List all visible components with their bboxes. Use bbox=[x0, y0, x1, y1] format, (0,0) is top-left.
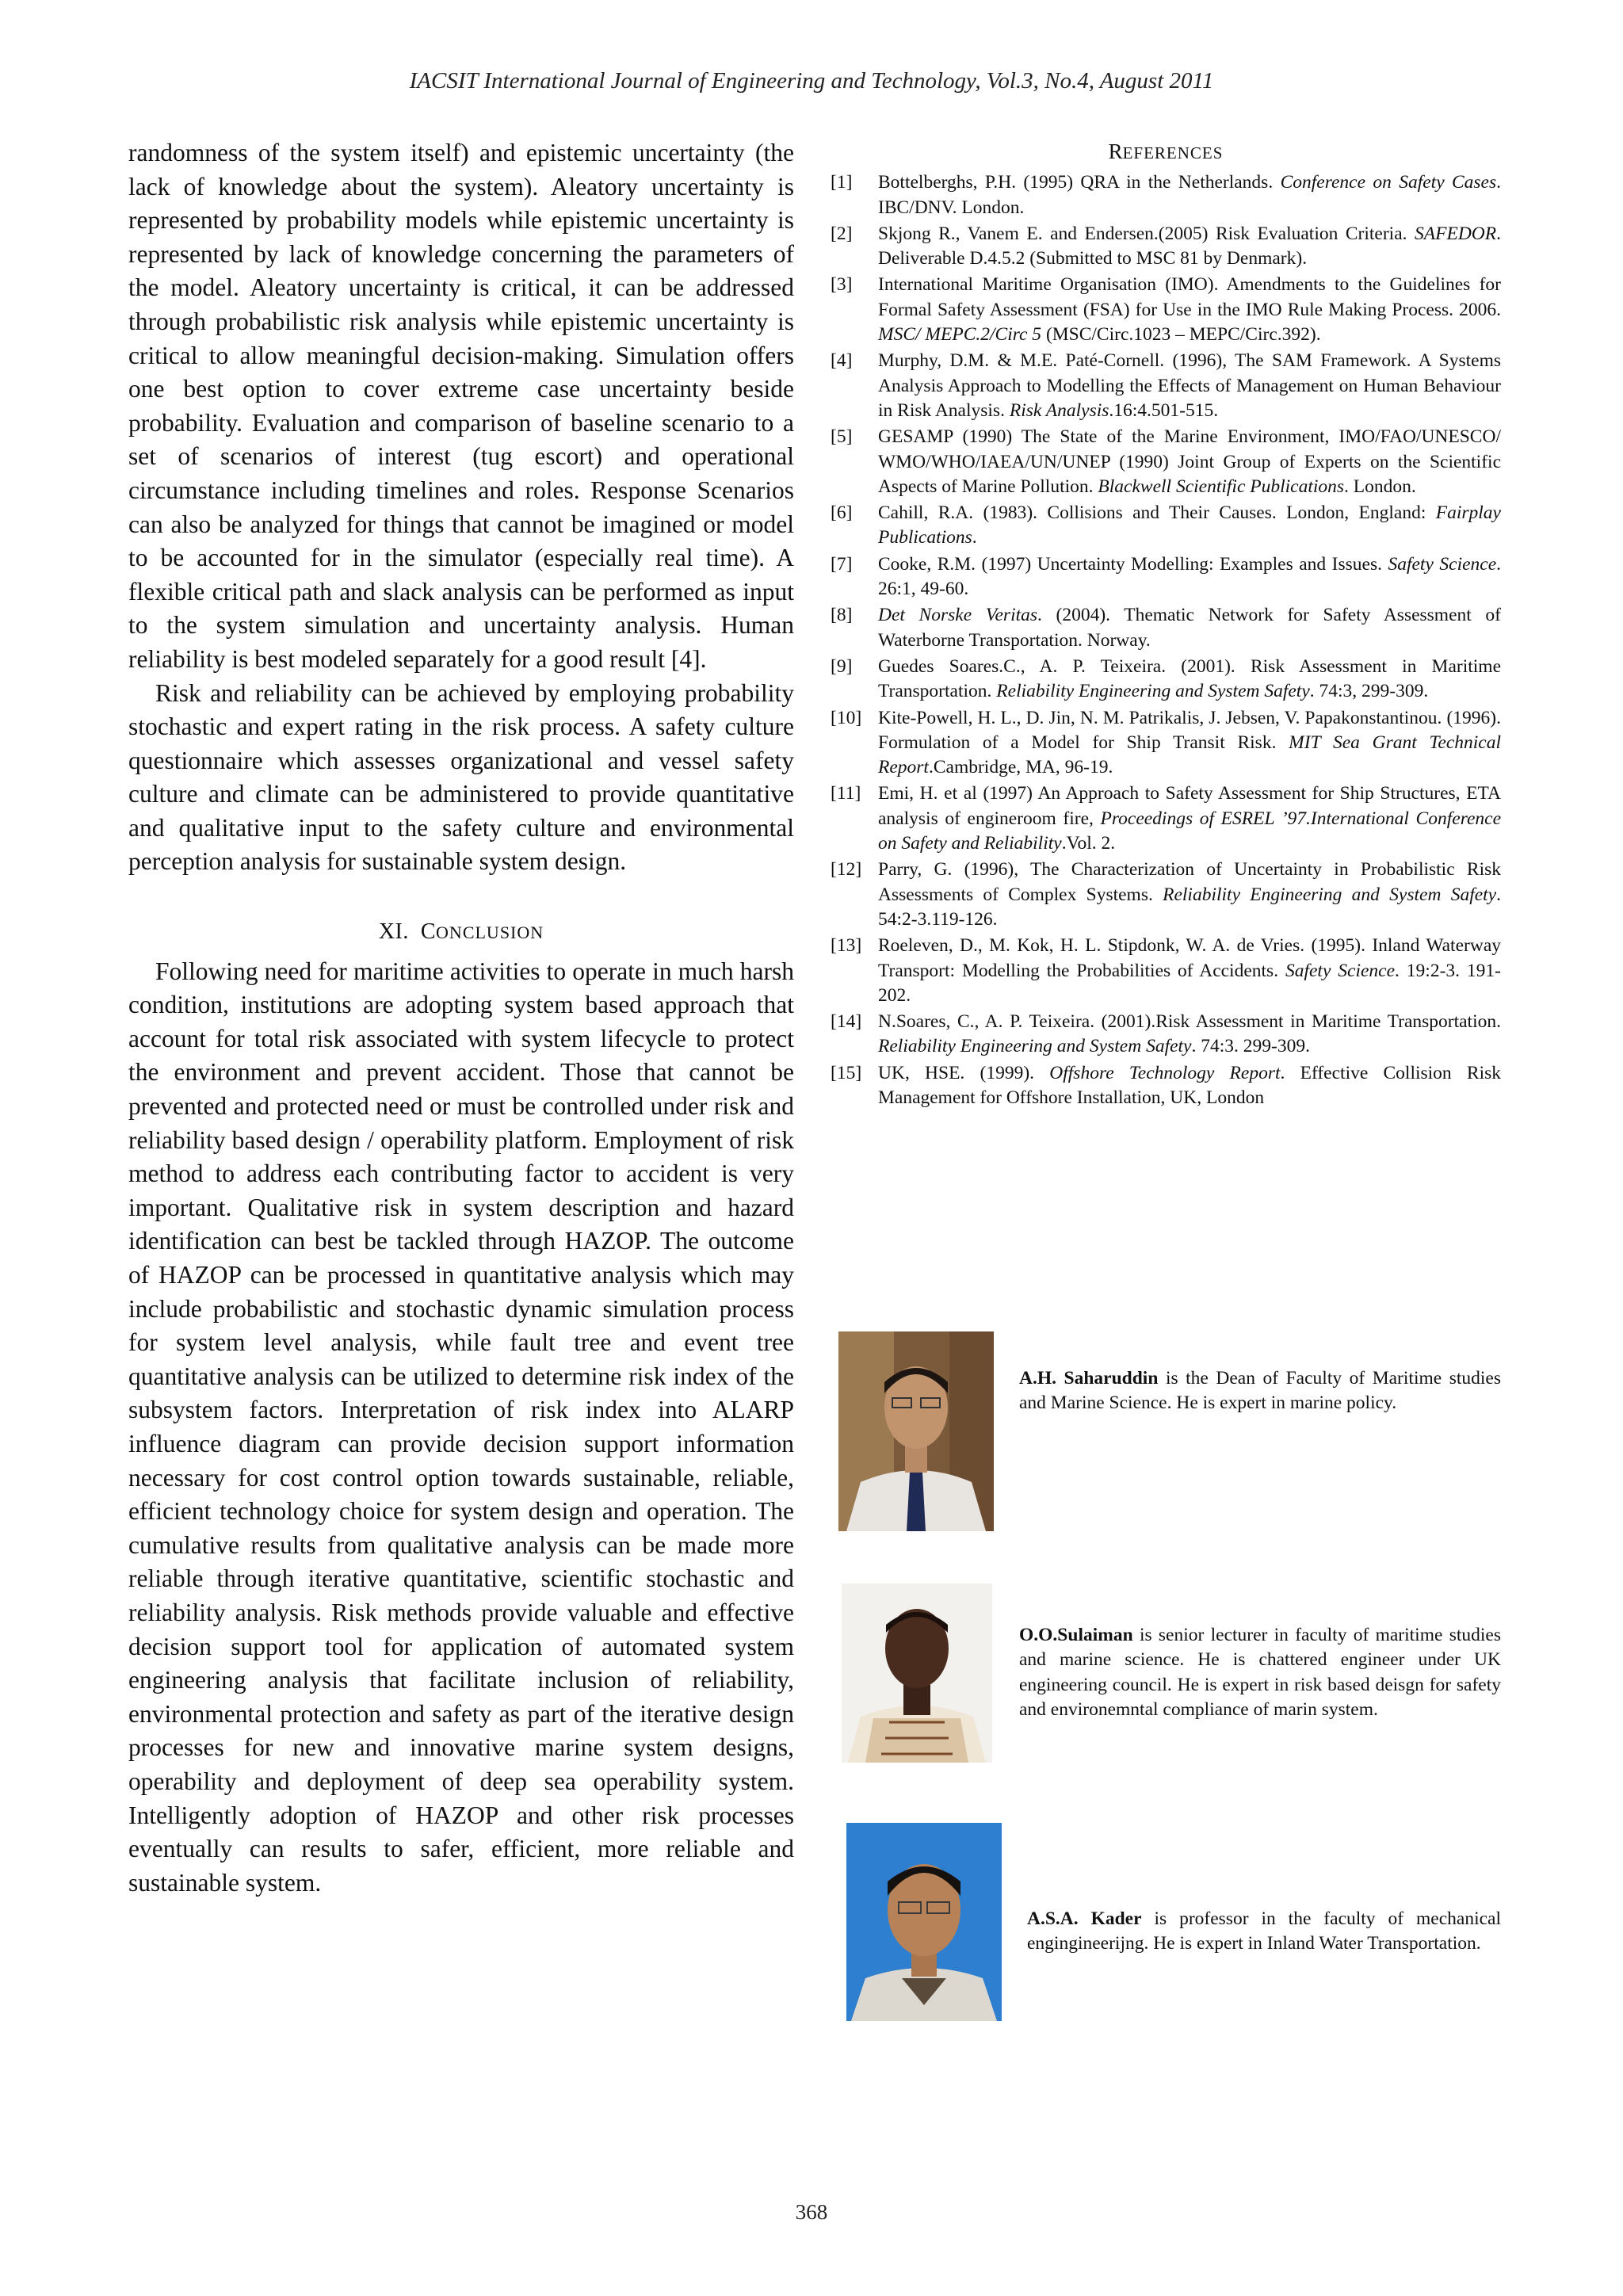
reference-text-lead: Bottelberghs, P.H. (1995) QRA in the Netherlands. bbox=[878, 172, 1281, 193]
reference-text-tail: . Deliverable D.4.5.2 (Submitted to MSC 81 by Denmark). bbox=[878, 223, 1501, 269]
reference-source-italic: Det Norske Veritas bbox=[878, 605, 1038, 626]
reference-text-tail: . 74:3, 299-309. bbox=[1309, 681, 1429, 702]
reference-text-lead: Guedes Soares.C., A. P. Teixeira. (2001). Risk Assessment in Maritime Transportation. bbox=[878, 655, 1501, 702]
reference-text-tail: . 26:1, 49-60. bbox=[878, 553, 1502, 600]
reference-text bbox=[878, 425, 1501, 499]
reference-text-lead: Parry, G. (1996), The Characterization of Uncertainty in Probabilistic Risk Assessments of Complex Systems. bbox=[878, 859, 1501, 905]
page-number: 368 bbox=[795, 2200, 828, 2224]
reference-number: [6] bbox=[831, 502, 853, 524]
reference-source-italic: SAFEDOR bbox=[1415, 223, 1497, 244]
reference-text-lead: Roeleven, D., M. Kok, H. L. Stipdonk, W. A. de Vries. (1995). Inland Waterway Transport: Modelling the Probabilities of Accidents. bbox=[878, 935, 1501, 981]
reference-item bbox=[831, 425, 1501, 499]
references-column bbox=[831, 139, 1501, 1112]
reference-text-lead: Cahill, R.A. (1983). Collisions and Their Causes. London, England: bbox=[878, 502, 1436, 524]
section-title-rest: ONCLUSION bbox=[436, 923, 544, 943]
reference-text-tail: . 54:2-3.119-126. bbox=[878, 884, 1501, 930]
section-heading-conclusion bbox=[128, 915, 794, 950]
reference-item bbox=[831, 706, 1501, 781]
reference-source-italic: Proceedings of ESREL ’97.International Conference on Safety and Reliability bbox=[878, 808, 1502, 854]
reference-source-italic: Reliability Engineering and System Safety bbox=[1163, 884, 1497, 905]
bio-name-saharuddin: A.H. Saharuddin bbox=[1019, 1368, 1159, 1389]
paragraph-uncertainty: randomness of the system itself) and epistemic uncertainty (the lack of knowledge about the system). Aleatory uncertainty is represented by probability models while epistemic uncertainty is represented by lack of knowledge concerning the parameters of the model. Aleatory uncertainty is critical, it can be addressed through probabilistic risk analysis while epistemic uncertainty is critical to allow meaningful decision-making. Simulation offers one best option to cover extreme case uncertainty beside probability. Evaluation and comparison of baseline scenario to a set of scenarios of interest (tug escort) and operational circumstance including timelines and roles. Response Scenarios can also be analyzed for things that cannot be imagined or model to be accounted for in the simulator (especially real time). A flexible critical path and slack analysis can be performed as input to the system simulation and uncertainty analysis. Human reliability is best modeled separately for a good result [4]. bbox=[128, 139, 794, 673]
reference-text-tail: .Cambridge, MA, 96-19. bbox=[928, 757, 1113, 778]
reference-item bbox=[831, 781, 1501, 856]
reference-number: [5] bbox=[831, 426, 853, 448]
reference-text-tail: . IBC/DNV. London. bbox=[878, 172, 1501, 218]
reference-item bbox=[831, 1010, 1501, 1060]
reference-text-lead: GESAMP (1990) The State of the Marine Environment, IMO/FAO/UNESCO/ WMO/WHO/IAEA/UN/UNEP (1990) Joint Group of Experts on the Scientific Aspects of Marine Pollution. bbox=[878, 426, 1501, 497]
reference-number: [15] bbox=[831, 1062, 862, 1083]
reference-text bbox=[878, 501, 1501, 551]
references-heading-rest: EFERENCES bbox=[1122, 143, 1224, 162]
reference-text-lead: Murphy, D.M. & M.E. Paté-Cornell. (1996), The SAM Framework. A Systems Analysis Approach to Modelling the Effects of Management on Human Behaviour in Risk Analysis. bbox=[878, 350, 1501, 421]
reference-source-italic: Safety Science bbox=[1285, 960, 1396, 981]
section-title-initial: C bbox=[420, 919, 437, 945]
reference-text bbox=[878, 170, 1501, 220]
reference-text bbox=[878, 273, 1501, 347]
reference-source-italic: Reliability Engineering and System Safety bbox=[996, 681, 1310, 702]
reference-text-tail: . bbox=[972, 527, 977, 548]
portrait-kader bbox=[846, 1823, 1002, 2021]
reference-text bbox=[878, 781, 1501, 856]
reference-source-italic: Fairplay Publications bbox=[878, 502, 1501, 548]
section-number: XI. bbox=[378, 919, 409, 945]
reference-item bbox=[831, 222, 1501, 272]
reference-text bbox=[878, 222, 1501, 272]
reference-number: [1] bbox=[831, 172, 853, 193]
reference-text-tail: . 74:3. 299-309. bbox=[1191, 1036, 1310, 1057]
references-heading bbox=[831, 139, 1501, 166]
paragraph-risk-reliability: Risk and reliability can be achieved by employing probability stochastic and expert rating in the risk process. A safety culture questionnaire which assesses organizational and vessel safety culture and climate can be administered to provide quantitative and qualitative input to the safety culture and environmental perception analysis for sustainable system design. bbox=[128, 678, 794, 876]
reference-number: [12] bbox=[831, 859, 862, 881]
reference-text bbox=[878, 934, 1501, 1008]
reference-text bbox=[878, 655, 1501, 705]
references-heading-initial: R bbox=[1108, 139, 1123, 163]
reference-number: [3] bbox=[831, 274, 853, 296]
reference-text-tail: . (2004). Thematic Network for Safety Assessment of Waterborne Transportation. Norway. bbox=[878, 605, 1501, 651]
bio-sulaiman bbox=[1019, 1623, 1501, 1722]
portrait-sulaiman bbox=[842, 1584, 992, 1763]
portrait-saharuddin bbox=[838, 1331, 994, 1531]
author-photo-sulaiman bbox=[842, 1584, 992, 1763]
reference-item bbox=[831, 349, 1501, 423]
reference-number: [7] bbox=[831, 553, 853, 575]
reference-text bbox=[878, 858, 1501, 932]
reference-text bbox=[878, 552, 1501, 602]
reference-text bbox=[878, 1010, 1501, 1060]
reference-text bbox=[878, 603, 1501, 653]
reference-text-lead: N.Soares, C., A. P. Teixeira. (2001).Risk Assessment in Maritime Transportation. bbox=[878, 1011, 1501, 1033]
bio-text-kader: is professor in the faculty of mechanical engingineerijng. He is expert in Inland Water Transportation. bbox=[1027, 1908, 1501, 1954]
reference-item bbox=[831, 170, 1501, 220]
reference-number: [2] bbox=[831, 223, 853, 244]
reference-source-italic: Blackwell Scientific Publications bbox=[1098, 476, 1345, 497]
reference-text-tail: .16:4.501-515. bbox=[1109, 399, 1219, 421]
reference-item bbox=[831, 501, 1501, 551]
reference-item bbox=[831, 273, 1501, 347]
reference-source-italic: Risk Analysis bbox=[1009, 399, 1109, 421]
reference-number: [10] bbox=[831, 707, 862, 728]
reference-text bbox=[878, 706, 1501, 781]
reference-number: [9] bbox=[831, 655, 853, 677]
reference-number: [4] bbox=[831, 350, 853, 372]
reference-source-italic: Reliability Engineering and System Safety bbox=[878, 1036, 1192, 1057]
reference-item bbox=[831, 603, 1501, 653]
bio-name-kader: A.S.A. Kader bbox=[1027, 1908, 1142, 1929]
bio-kader bbox=[1027, 1907, 1501, 1957]
reference-text-lead: Cooke, R.M. (1997) Uncertainty Modelling: Examples and Issues. bbox=[878, 553, 1388, 575]
paragraph-conclusion: Following need for maritime activities to operate in much harsh condition, institutions are adopting system based approach that account for total risk associated with system lifecycle to protect the environment and prevent accident. Those that cannot be prevented and protected need or must be controlled under risk and reliability based design / operability platform. Employment of risk method to address each contributing factor to accident is very important. Qualitative risk in system description and hazard identification can best be tackled through HAZOP. The outcome of HAZOP can be processed in quantitative analysis which may include probabilistic and stochastic dynamic simulation process for system level analysis, while fault tree and event tree quantitative analysis can be utilized to determine risk index of the subsystem factors. Interpretation of risk index into ALARP influence diagram can provide decision support information necessary for cost control option towards sustainable, reliable, efficient technology choice for system design and operation. The cumulative results from qualitative analysis can be made more reliable through iterative quantitative, scientific stochastic and reliability analysis. Risk methods provide valuable and effective decision support tool for application of automated system engineering analysis that facilitate inclusion of reliability, environmental protection and safety as part of the iterative design processes for new and innovative marine system designs, operability and deployment of deep sea operability system. Intelligently adoption of HAZOP and other risk processes eventually can results to safer, efficient, more reliable and sustainable system. bbox=[128, 957, 794, 1897]
reference-number: [14] bbox=[831, 1011, 862, 1033]
reference-source-italic: MIT Sea Grant Technical Report bbox=[878, 732, 1501, 778]
reference-text-tail: . Effective Collision Risk Management for Offshore Installation, UK, London bbox=[878, 1062, 1501, 1108]
reference-number: [13] bbox=[831, 935, 862, 957]
reference-source-italic: Safety Science bbox=[1388, 553, 1497, 575]
reference-item bbox=[831, 934, 1501, 1008]
reference-source-italic: Conference on Safety Cases bbox=[1280, 172, 1497, 193]
reference-text-lead: Kite-Powell, H. L., D. Jin, N. M. Patrikalis, J. Jebsen, V. Papakonstantinou. (1996). Formulation of a Model for Ship Transit Risk. bbox=[878, 707, 1501, 753]
reference-source-italic: MSC/ MEPC.2/Circ 5 bbox=[878, 324, 1042, 346]
reference-text bbox=[878, 349, 1501, 423]
author-photo-kader bbox=[846, 1823, 1002, 2021]
bio-name-sulaiman: O.O.Sulaiman bbox=[1019, 1625, 1133, 1645]
reference-text-lead: Skjong R., Vanem E. and Endersen.(2005) Risk Evaluation Criteria. bbox=[878, 223, 1415, 244]
reference-text-lead: International Maritime Organisation (IMO). Amendments to the Guidelines for Formal Safety Assessment (FSA) for Use in the IMO Rule Making Process. 2006. bbox=[878, 274, 1501, 320]
reference-number: [8] bbox=[831, 605, 853, 626]
reference-item bbox=[831, 1061, 1501, 1111]
reference-item bbox=[831, 655, 1501, 705]
bio-text-sulaiman: is senior lecturer in faculty of maritime studies and marine science. He is chattered engineer under UK engineering council. He is expert in risk based deisgn for safety and environemntal compliance of marin system. bbox=[1019, 1625, 1501, 1720]
reference-text-lead: Emi, H. et al (1997) An Approach to Safety Assessment for Ship Structures, ETA analysis of engineroom fire, bbox=[878, 783, 1501, 829]
reference-text-tail: .Vol. 2. bbox=[1061, 833, 1116, 854]
reference-number: [11] bbox=[831, 783, 861, 804]
reference-text-tail: . 19:2-3. 191-202. bbox=[878, 960, 1501, 1006]
reference-text-lead: UK, HSE. (1999). bbox=[878, 1062, 1050, 1083]
reference-item bbox=[831, 552, 1501, 602]
author-photo-saharuddin bbox=[838, 1331, 994, 1531]
reference-source-italic: Offshore Technology Report bbox=[1049, 1062, 1281, 1083]
bio-saharuddin bbox=[1019, 1366, 1501, 1416]
journal-header: IACSIT International Journal of Engineering and Technology, Vol.3, No.4, August 2011 bbox=[409, 68, 1214, 94]
bio-text-saharuddin: is the Dean of Faculty of Maritime studies and Marine Science. He is expert in marine policy. bbox=[1019, 1368, 1501, 1414]
reference-list bbox=[831, 170, 1501, 1110]
reference-text-tail: . London. bbox=[1344, 476, 1416, 497]
left-column bbox=[128, 136, 794, 1900]
reference-text-tail: (MSC/Circ.1023 – MEPC/Circ.392). bbox=[1041, 324, 1321, 346]
reference-item bbox=[831, 858, 1501, 932]
reference-text bbox=[878, 1061, 1501, 1111]
